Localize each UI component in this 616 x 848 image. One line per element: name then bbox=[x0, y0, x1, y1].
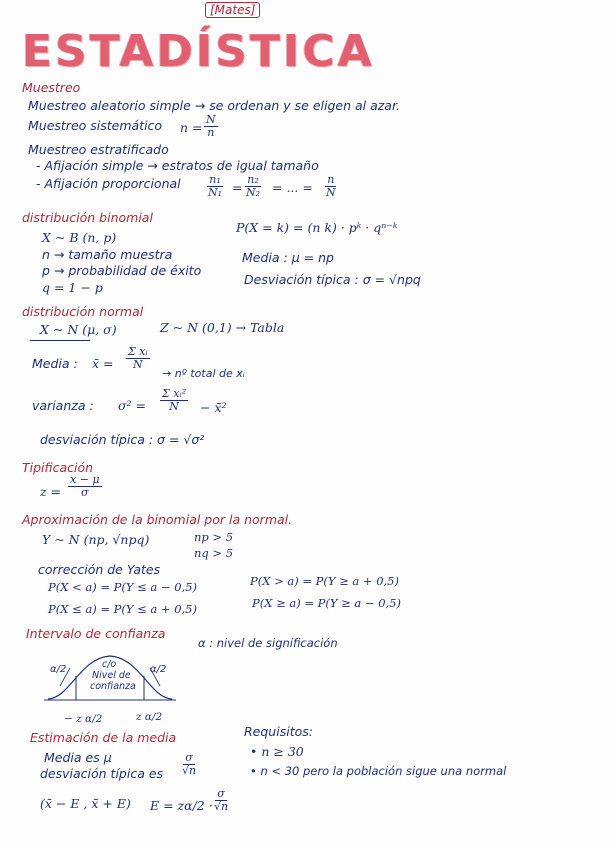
aproximacion-correccion: corrección de Yates bbox=[38, 562, 161, 577]
aproximacion-cond1: np > 5 bbox=[194, 530, 234, 544]
prop-fraction-3 bbox=[324, 174, 338, 199]
fraction-numerator: n₁ bbox=[209, 173, 221, 186]
aproximacion-def: Y ~ N (np, √npq) bbox=[42, 532, 150, 547]
fraction-denominator: N₁ bbox=[208, 186, 223, 199]
normal-media-label: Media : bbox=[32, 356, 78, 371]
normal-varianza-label: varianza : bbox=[32, 398, 94, 413]
muestreo-sistematico: Muestreo sistemático bbox=[28, 118, 163, 133]
z-right-label: z α/2 bbox=[136, 711, 163, 723]
afijacion-simple: - Afijación simple → estratos de igual tamaño bbox=[36, 158, 319, 173]
muestreo-estratificado: Muestreo estratificado bbox=[28, 142, 169, 157]
binomial-prob: P(X = k) = (n k) · pᵏ · qⁿ⁻ᵏ bbox=[236, 220, 398, 235]
afijacion-proporcional: - Afijación proporcional bbox=[36, 176, 181, 191]
normal-media-fraction bbox=[126, 346, 150, 371]
muestreo-simple: Muestreo aleatorio simple → se ordenan y se eligen al azar. bbox=[28, 98, 400, 113]
fraction-denominator: N₂ bbox=[246, 186, 261, 199]
normal-varianza-fraction bbox=[160, 388, 188, 413]
fraction-denominator: N bbox=[133, 358, 143, 371]
section-tipificacion-heading: Tipificación bbox=[22, 460, 94, 475]
section-intervalo-heading: Intervalo de confianza bbox=[26, 626, 166, 641]
binomial-def: X ~ B (n, p) bbox=[42, 230, 117, 245]
prop-eq: = bbox=[232, 180, 243, 195]
estimacion-error-fraction bbox=[212, 788, 230, 813]
fraction-denominator: N bbox=[326, 186, 336, 199]
binomial-media: Media : μ = np bbox=[242, 250, 334, 265]
section-binomial-heading: distribución binomial bbox=[22, 210, 153, 225]
normal-varianza-lhs: σ² = bbox=[118, 398, 146, 413]
aproximacion-cond2: nq > 5 bbox=[194, 546, 234, 560]
section-normal-heading: distribución normal bbox=[22, 304, 144, 319]
yates-2: P(X ≤ a) = P(Y ≤ a + 0,5) bbox=[48, 602, 197, 616]
tipificacion-lhs: z = bbox=[40, 484, 62, 499]
fraction-numerator: n₂ bbox=[247, 173, 259, 186]
fraction-denominator: √n bbox=[182, 764, 197, 777]
fraction-numerator: σ bbox=[185, 751, 193, 764]
fraction-numerator: Σ xᵢ bbox=[128, 345, 148, 358]
requisito-1: • n ≥ 30 bbox=[250, 744, 304, 759]
section-estimacion-heading: Estimación de la media bbox=[30, 730, 177, 745]
requisitos-heading: Requisitos: bbox=[244, 724, 313, 739]
left-tail-label: α/2 bbox=[50, 664, 67, 675]
section-aproximacion-heading: Aproximación de la binomial por la normal. bbox=[22, 512, 293, 527]
prop-fraction-2 bbox=[244, 174, 262, 199]
right-tail-label: α/2 bbox=[150, 664, 167, 675]
yates-3: P(X > a) = P(Y ≥ a + 0,5) bbox=[250, 574, 399, 588]
z-left-label: − z α/2 bbox=[64, 713, 103, 725]
divider-line bbox=[30, 340, 90, 341]
normal-desviacion: desviación típica : σ = √σ² bbox=[40, 432, 205, 447]
estimacion-intervalo: (x̄ − E , x̄ + E) bbox=[40, 796, 131, 811]
binomial-q: q = 1 − p bbox=[42, 280, 103, 295]
page-title: ESTADÍSTICA bbox=[22, 26, 375, 77]
fraction-denominator: σ bbox=[81, 486, 89, 499]
normal-varianza-tail: − x̄² bbox=[200, 400, 227, 415]
requisito-2: • n < 30 pero la población sigue una normal bbox=[250, 764, 507, 778]
center-label-line1: Nivel de bbox=[92, 670, 131, 681]
estimacion-error-lhs: E = zα/2 · bbox=[150, 798, 213, 813]
binomial-desviacion: Desviación típica : σ = √npq bbox=[244, 272, 421, 287]
estimacion-desviacion-label: desviación típica es bbox=[40, 766, 164, 781]
center-label-line2: confianza bbox=[90, 681, 136, 692]
fraction-denominator: √n bbox=[214, 800, 229, 813]
estimacion-media: Media es μ bbox=[44, 750, 112, 765]
yates-4: P(X ≥ a) = P(Y ≥ a − 0,5) bbox=[252, 596, 401, 610]
prop-fraction-1 bbox=[206, 174, 224, 199]
fraction-numerator: N bbox=[206, 113, 216, 126]
fraction-numerator: σ bbox=[217, 787, 225, 800]
tipificacion-fraction bbox=[68, 474, 102, 499]
section-muestreo-heading: Muestreo bbox=[22, 80, 81, 95]
normal-z: Z ~ N (0,1) → Tabla bbox=[160, 320, 285, 335]
fraction-numerator: x − μ bbox=[70, 473, 100, 486]
intervalo-alpha-note: α : nivel de significación bbox=[198, 636, 338, 650]
binomial-n: n → tamaño muestra bbox=[42, 247, 173, 262]
fraction-denominator: n bbox=[207, 126, 215, 139]
yates-1: P(X < a) = P(Y ≤ a − 0,5) bbox=[48, 580, 197, 594]
prop-dots: = ... = bbox=[272, 180, 313, 195]
sistematico-lhs: n = bbox=[180, 120, 203, 135]
normal-media-note: → nº total de xᵢ bbox=[162, 367, 245, 380]
normal-def: X ~ N (μ, σ) bbox=[40, 322, 117, 337]
binomial-p: p → probabilidad de éxito bbox=[42, 263, 202, 278]
estimacion-desv-fraction bbox=[180, 752, 198, 777]
subject-tag: [Mates] bbox=[205, 2, 260, 18]
center-pct-label: c/o bbox=[102, 659, 117, 670]
normal-media-lhs: x̄ = bbox=[92, 356, 114, 371]
fraction-numerator: n bbox=[327, 173, 335, 186]
sistematico-fraction bbox=[204, 114, 218, 139]
fraction-denominator: N bbox=[169, 400, 179, 413]
fraction-numerator: Σ xᵢ² bbox=[162, 387, 187, 400]
